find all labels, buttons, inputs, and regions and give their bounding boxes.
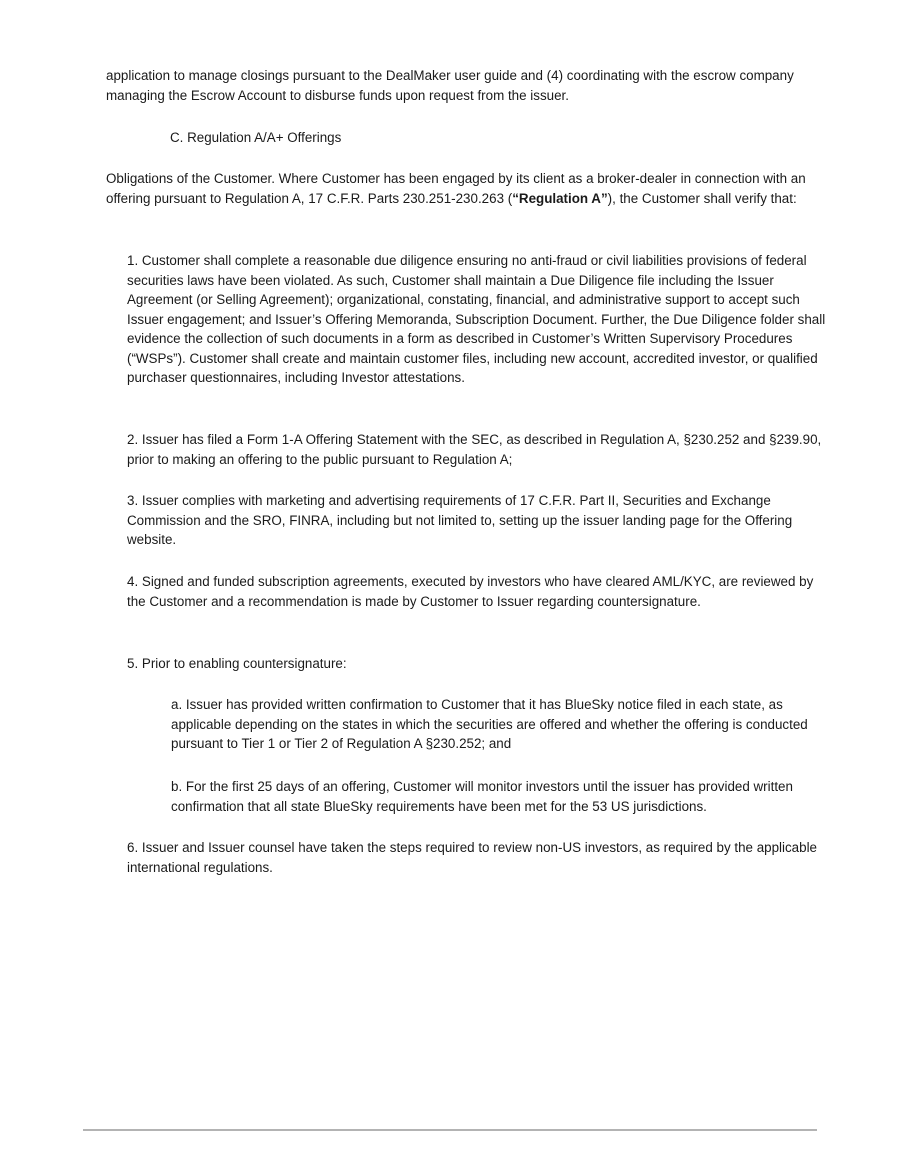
section-heading: C. Regulation A/A+ Offerings [170, 130, 342, 145]
obligations-text-after: ), the Customer shall verify that: [607, 190, 797, 206]
list-item-3: 3. Issuer complies with marketing and advertising requirements of 17 C.F.R. Part II, Securities and Exchange Commission and the SRO, FINRA, including but not limited to, setting up the issuer landing page for the Offering website. [127, 493, 793, 547]
list-item-4: 4. Signed and funded subscription agreements, executed by investors who have cleared AML/KYC, are reviewed by the Customer and a recommendation is made by Customer to Issuer regarding countersignature. [127, 574, 814, 609]
list-item-1: 1. Customer shall complete a reasonable due diligence ensuring no anti-fraud or civil liabilities provisions of federal securities laws have been violated. As such, Customer shall maintain a Due Diligence file including the Issuer Agreement (or Selling Agreement); organizational, constating, financial, and administrative support to accept such Issuer engagement; and Issuer’s Offering Memoranda, Subscription Document. Further, the Due Diligence folder shall evidence the collection of such documents in a form as described in Customer’s Written Supervisory Procedures (“WSPs”). Customer shall create and maintain customer files, including new account, accredited investor, or qualified purchaser questionnaires, including Investor attestations. [127, 253, 826, 385]
sub-item-b: b. For the first 25 days of an offering, Customer will monitor investors until the issuer has provided written confirmation that all state BlueSky requirements have been met for the 53 US jurisdictions. [171, 779, 793, 814]
list-item-5: 5. Prior to enabling countersignature: [127, 656, 347, 671]
regulation-a-term: “Regulation A” [512, 190, 608, 206]
list-item-6: 6. Issuer and Issuer counsel have taken the steps required to review non-US investors, as required by the applicable international regulations. [127, 840, 818, 875]
obligations-text-before: Obligations of the Customer. Where Customer has been engaged by its client as a broker-dealer in connection with an offering pursuant to Regulation A, 17 C.F.R. Parts 230.251-230.263 ( [106, 171, 806, 206]
obligations-paragraph [106, 169, 816, 208]
list-item-2: 2. Issuer has filed a Form 1-A Offering Statement with the SEC, as described in Regulation A, §230.252 and §239.90, prior to making an offering to the public pursuant to Regulation A; [127, 432, 822, 467]
footer-divider [83, 1129, 817, 1131]
sub-item-a: a. Issuer has provided written confirmation to Customer that it has BlueSky notice filed in each state, as applicable depending on the states in which the securities are offered and whether the offering is conducted pursuant to Tier 1 or Tier 2 of Regulation A §230.252; and [171, 697, 808, 751]
intro-paragraph: application to manage closings pursuant to the DealMaker user guide and (4) coordinating with the escrow company managing the Escrow Account to disburse funds upon request from the issuer. [106, 68, 794, 103]
